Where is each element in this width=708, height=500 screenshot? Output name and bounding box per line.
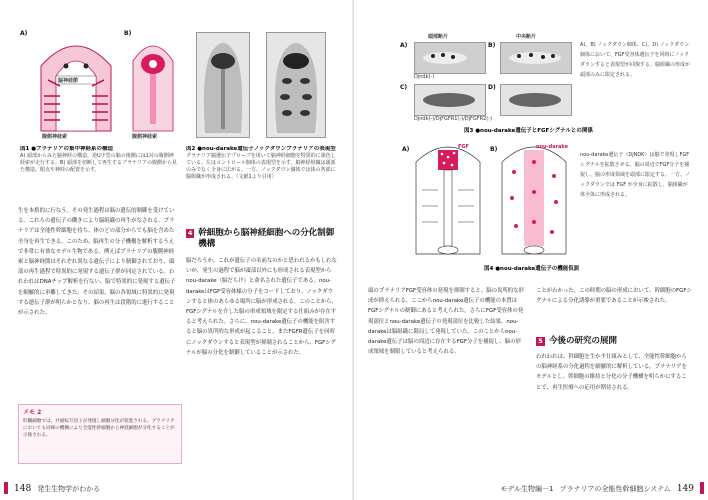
left-col2-text: 脳だろうか。これが遺伝子の名前なのかと思われるかもしれないが、発生の過程で脳が頭部以外にも形成される表現型からnou-darake（脳だらけ）と命名された遺伝子である。nou-darakeはFGF受容体様の分子をコードしており、ノックダウンすると体のあらゆる場所に脳が形成される。このことから、FGFシグナルを介した脳の形成領域を限定する仕組みが存在すると考えられた。さらに、nou-darake遺伝子の機能を阻害すると脳の異所的な形成が起こること、またFGFR遺伝子を同時にノックダウンすると表現型が抑制されることから、FGFシグナルが脳の分化を制御していることが示された。: [186, 258, 337, 356]
fig3-label-c: Djndk(-)/DjFGFR1(-)/DjFGFR2(-): [414, 116, 493, 122]
fig4-caption-title: 図4 ●nou-darake遺伝子の機能仮説: [484, 266, 580, 272]
fig3-head-b: 中央断片: [516, 34, 537, 40]
fig3-caption-title: 図3 ●nou-darake遺伝子とFGFシグナルとの関係: [464, 128, 593, 134]
fig1-panel-a: A): [20, 30, 28, 37]
right-col2-text: ことがわかった。この時期の脳の形成において、幹細胞のFGFシグナルによる分化誘導が重要であることが示唆された。: [536, 288, 692, 305]
figure-2-caption: [186, 146, 338, 202]
memo-body: 肝臓細胞では、共通転写因子が発現し細胞分化が促進される。プラナリアにおいても同様の機構により全能性幹細胞から神経細胞が分化することが示唆される。: [23, 419, 175, 439]
right-col2-text-b: われわれは、幹細胞を生かす仕組みとして、全能性幹細胞からの脳神経系の分化過程を網羅的に解析している。プラナリアをモデルとし、幹細胞の維持と分化の分子機構を明らかにすることで、再生医療への応用が期待される。: [536, 354, 687, 391]
fig4-label-ndk: nou-darake: [536, 144, 569, 150]
section-5-title: 今後の研究の展開: [549, 336, 618, 346]
fig1-label-c: 腹側神経索: [132, 134, 158, 140]
fig4-side-text: nou-darake遺伝子（DjNDK）は脳で発現しFGFシグナルを拡散させる。脳の周辺でFGF分子を捕捉し、脳の形成領域を頭部に限定する。一方、ノックダウンでは FGF が全身に拡散し、脳組織が体全体に形成される。: [580, 152, 690, 198]
memo-title: メモ 2: [23, 409, 42, 416]
fig2-photo-knockdown: [266, 32, 326, 138]
right-footer-chapter: モデル生物編－1: [500, 485, 554, 493]
fig2-caption-body: グラナリア脳遺伝子プローブを用いて脳神経細胞を特異的に染色している。左はコントロール個体の表現型を示す。脳神経組織は頭部のみでなく全身に広がる。一方、ノックダウン個体では体の各部に脳組織が形成される。（文献1より引用）: [186, 153, 336, 180]
fig1-panel-b: B): [124, 30, 132, 37]
fig1-caption-title: 図1 ●プラナリアの集中神経系の構造: [20, 146, 114, 152]
left-col1-text: 生を本格的に行なう。その発生過程は脳の遺伝的制御を受けている。これらの遺伝子の働きにより脳組織の再生がなされる。プラナリアは全能性幹細胞を持ち、体のどの部分からでも脳を含めた全身を再生できる。このため、脳再生の分子機構を解析するうえで非常に有効なモデル生物である。例えばプラナリアの腹側神経索と脳神経節はそれぞれ異なる遺伝子により制御されており、頭部の再生過程で特異的に発現する遺伝子群が同定されている。われわれはDNAチップ解析を行ない、脳で特異的に発現する遺伝子を網羅的に単離してきた。その結果、脳の各領域に特異的に発現する遺伝子群が明らかとなり、脳の再生は段階的に進行することが示された。: [18, 208, 176, 317]
figure-1-caption: [20, 146, 178, 194]
fig4-panel-b: B): [490, 146, 498, 153]
left-page-number: 148: [14, 484, 32, 494]
fig1-brain-diagram: [26, 36, 126, 136]
fig1-label-brain: 脳神経節: [58, 78, 79, 84]
fig3-head-a: 頭部断片: [428, 34, 449, 40]
right-footer-title: プラナリアの全能性幹細胞システム: [559, 485, 671, 493]
section-5-heading: [536, 336, 692, 347]
fig1-label-neuron: 腹側神経索: [42, 134, 68, 140]
right-footer-bar: [700, 482, 704, 494]
fig3-label-a: Djndk(-): [414, 74, 435, 80]
fig4-diagram-b: [494, 142, 574, 258]
section-4-number: 4: [187, 229, 193, 237]
section-4-heading: [186, 228, 338, 250]
figure-2: [186, 28, 338, 142]
right-page-number: 149: [676, 484, 694, 494]
fig1-cross-section: [128, 36, 178, 136]
fig3-photo-c: [414, 84, 486, 116]
fig2-photo-control: [196, 32, 250, 138]
fig3-panel-d: D): [488, 84, 496, 91]
fig3-panel-c: C): [400, 84, 408, 91]
fig3-photo-b: [500, 42, 572, 74]
right-col1-text: 頭のプラナリアFGF受容体の発現を抑制すると、脳の異所的な形成が抑えられる。ここからnou-darake遺伝子の機能の本質はFGFシグナルの制御にあると考えられた。さらにFGF受容体の発現部位とnou-darake遺伝子の発現部位を比較した結果、nou-darakeは脳組織に限局して発現していた。このことからnou-darake遺伝子は脳の周辺に存在するFGF分子を捕捉し、脳の形成領域を制限していると考えられる。: [368, 288, 524, 356]
fig3-side-text: A)、B) ノックダウン個体。C)、D) ノックダウン個体において、FGF受容体遺伝子を同時にノックダウンすると表現型が回復する。脳組織の形成が頭部のみに限定される。: [580, 42, 690, 78]
fig3-panel-b: B): [488, 42, 496, 49]
fig4-label-fgf: FGF: [458, 144, 469, 150]
memo-box: [18, 404, 182, 464]
fig2-caption-title: 図2 ●nou-darake遺伝子ノックダウンプラナリアの表現型: [186, 146, 336, 152]
figure-4: [404, 142, 574, 260]
fig4-diagram-a: [408, 142, 488, 258]
left-footer: [14, 484, 100, 494]
left-footer-title: 発生生物学がわかる: [37, 485, 101, 493]
section-5-number: 5: [536, 337, 545, 346]
right-page: [354, 0, 708, 500]
left-footer-bar: [4, 482, 8, 494]
fig3-photo-a: [414, 42, 486, 74]
fig4-panel-a: A): [402, 146, 410, 153]
fig3-photo-d: [500, 84, 572, 116]
fig1-caption-body: A) 頭部からみた脳神経の構造。逆U字型の脳の後側には1対の腹側神経索が走行する。B) 頭部を切断して再生するプラナリアの腹側から見た構造。眼点や神経の配置を示す。: [20, 153, 177, 173]
figure-1: [20, 28, 190, 142]
right-footer: [500, 484, 694, 494]
fig3-panel-a: A): [400, 42, 408, 49]
section-4-title: 幹細胞から脳神経細胞への分化制御機構: [198, 228, 335, 249]
figure-3: [402, 34, 572, 124]
